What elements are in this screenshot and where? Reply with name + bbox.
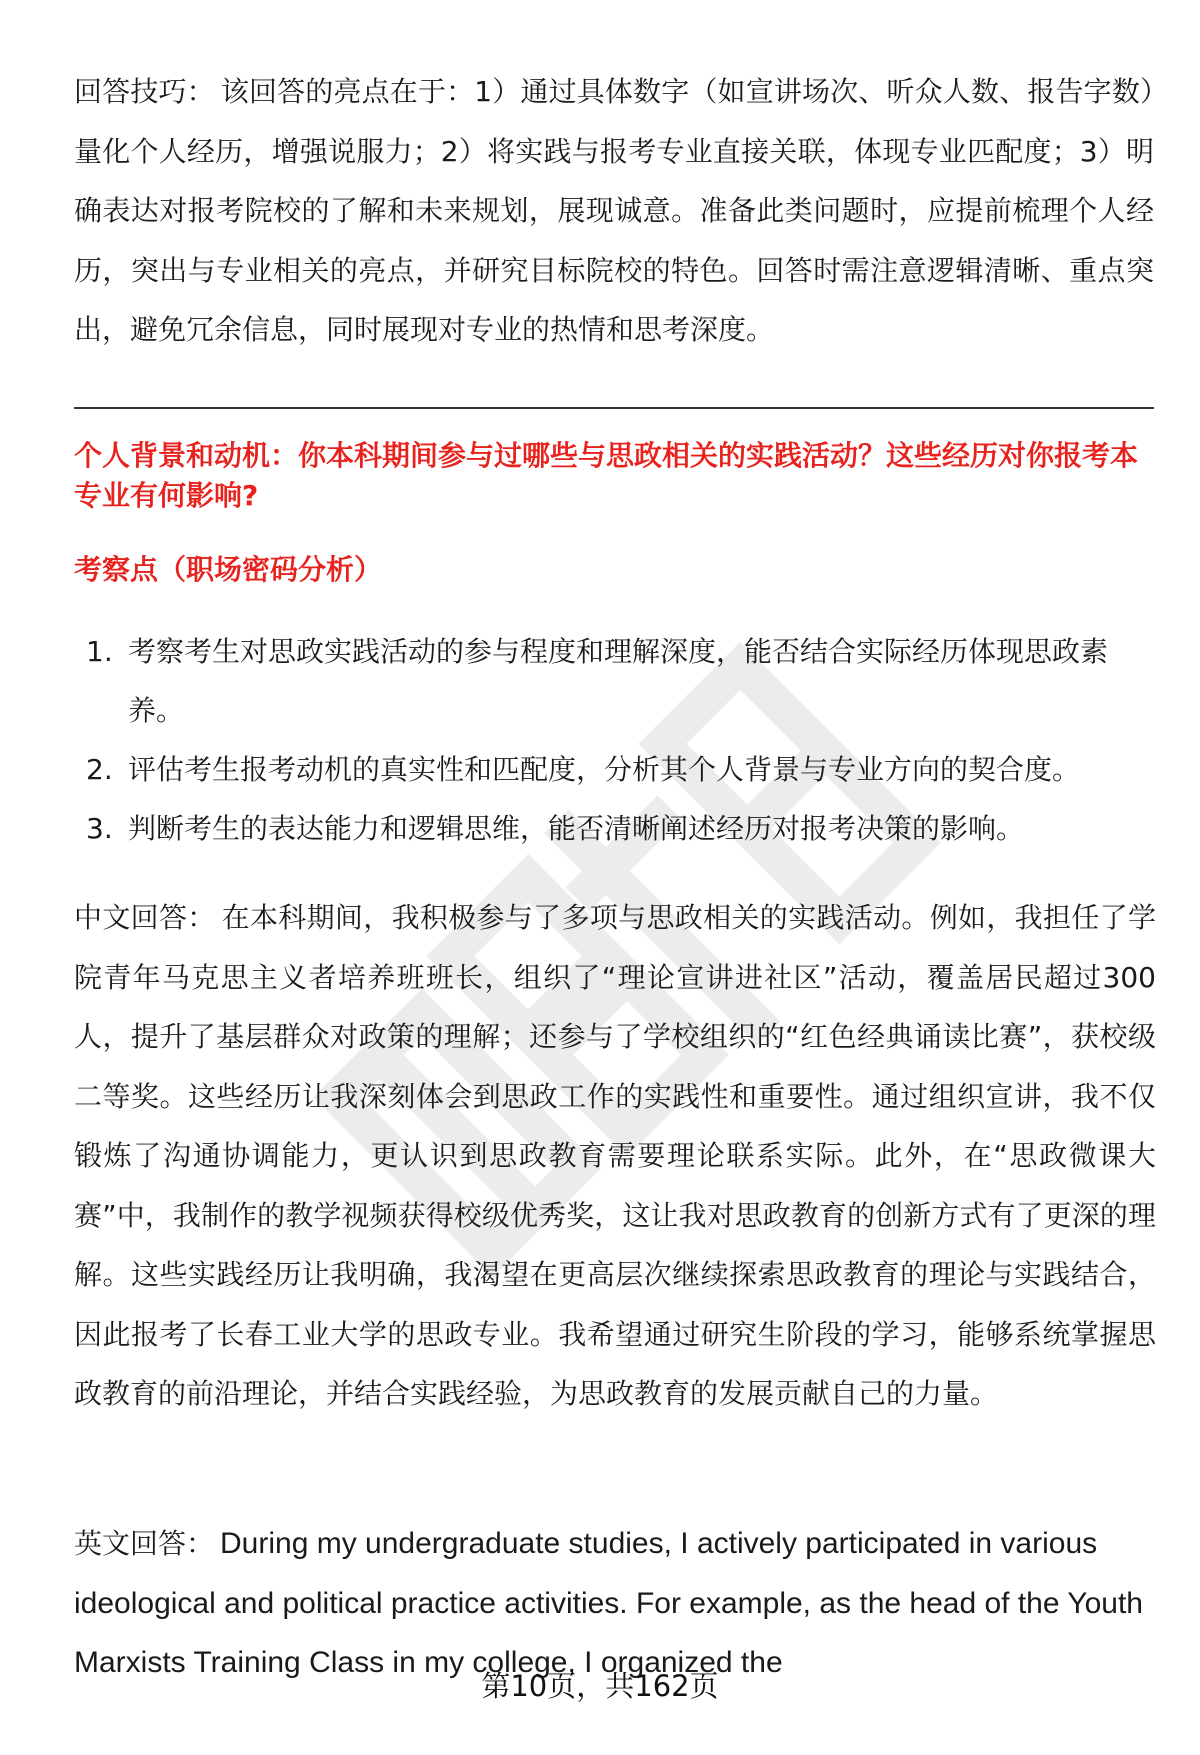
list-text: 评估考生报考动机的真实性和匹配度，分析其个人背景与专业方向的契合度。 [128, 753, 1081, 786]
english-answer-text: During my undergraduate studies, I actively participated in various ideological and political practice activities. For example, as the head of the Youth Marxists Training Class in my college, I organized the [74, 1527, 1143, 1679]
list-text: 判断考生的表达能力和逻辑思维，能否清晰阐述经历对报考决策的影响。 [128, 812, 1025, 845]
list-number: 2. [86, 753, 113, 786]
assessment-heading: 考察点（职场密码分析） [74, 553, 383, 586]
tips-label: 回答技巧： [74, 75, 215, 108]
chinese-answer-section [74, 888, 1156, 1424]
list-number: 3. [86, 812, 113, 845]
list-item [74, 622, 1154, 740]
tips-section [74, 62, 1154, 360]
chinese-answer-label: 中文回答： [74, 901, 216, 934]
list-item [74, 799, 1154, 858]
list-number: 1. [86, 635, 113, 668]
list-text: 考察考生对思政实践活动的参与程度和理解深度，能否结合实际经历体现思政素养。 [128, 635, 1109, 727]
chinese-answer-paragraph [74, 888, 1156, 1424]
english-answer-label: 英文回答： [74, 1527, 215, 1560]
assessment-list [74, 622, 1154, 858]
section-divider [74, 407, 1154, 409]
list-item [74, 740, 1154, 799]
tips-text: 该回答的亮点在于：1）通过具体数字（如宣讲场次、听众人数、报告字数）量化个人经历，增强说服力；2）将实践与报考专业直接关联，体现专业匹配度；3）明确表达对报考院校的了解和未来规划，展现诚意。准备此类问题时，应提前梳理个人经历，突出与专业相关的亮点，并研究目标院校的特色。回答时需注意逻辑清晰、重点突出，避免冗余信息，同时展现对专业的热情和思考深度。 [74, 75, 1154, 346]
tips-paragraph [74, 62, 1154, 360]
page-number-footer: 第10页，共162页 [481, 1669, 719, 1703]
chinese-answer-text: 在本科期间，我积极参与了多项与思政相关的实践活动。例如，我担任了学院青年马克思主义者培养班班长，组织了“理论宣讲进社区”活动，覆盖居民超过300人，提升了基层群众对政策的理解；还参与了学校组织的“红色经典诵读比赛”，获校级二等奖。这些经历让我深刻体会到思政工作的实践性和重要性。通过组织宣讲，我不仅锻炼了沟通协调能力，更认识到思政教育需要理论联系实际。此外，在“思政微课大赛”中，我制作的教学视频获得校级优秀奖，这让我对思政教育的创新方式有了更深的理解。这些实践经历让我明确，我渴望在更高层次继续探索思政教育的理论与实践结合，因此报考了长春工业大学的思政专业。我希望通过研究生阶段的学习，能够系统掌握思政教育的前沿理论，并结合实践经验，为思政教育的发展贡献自己的力量。 [74, 901, 1156, 1410]
question-heading: 个人背景和动机：你本科期间参与过哪些与思政相关的实践活动？这些经历对你报考本专业有何影响? [74, 439, 1139, 512]
